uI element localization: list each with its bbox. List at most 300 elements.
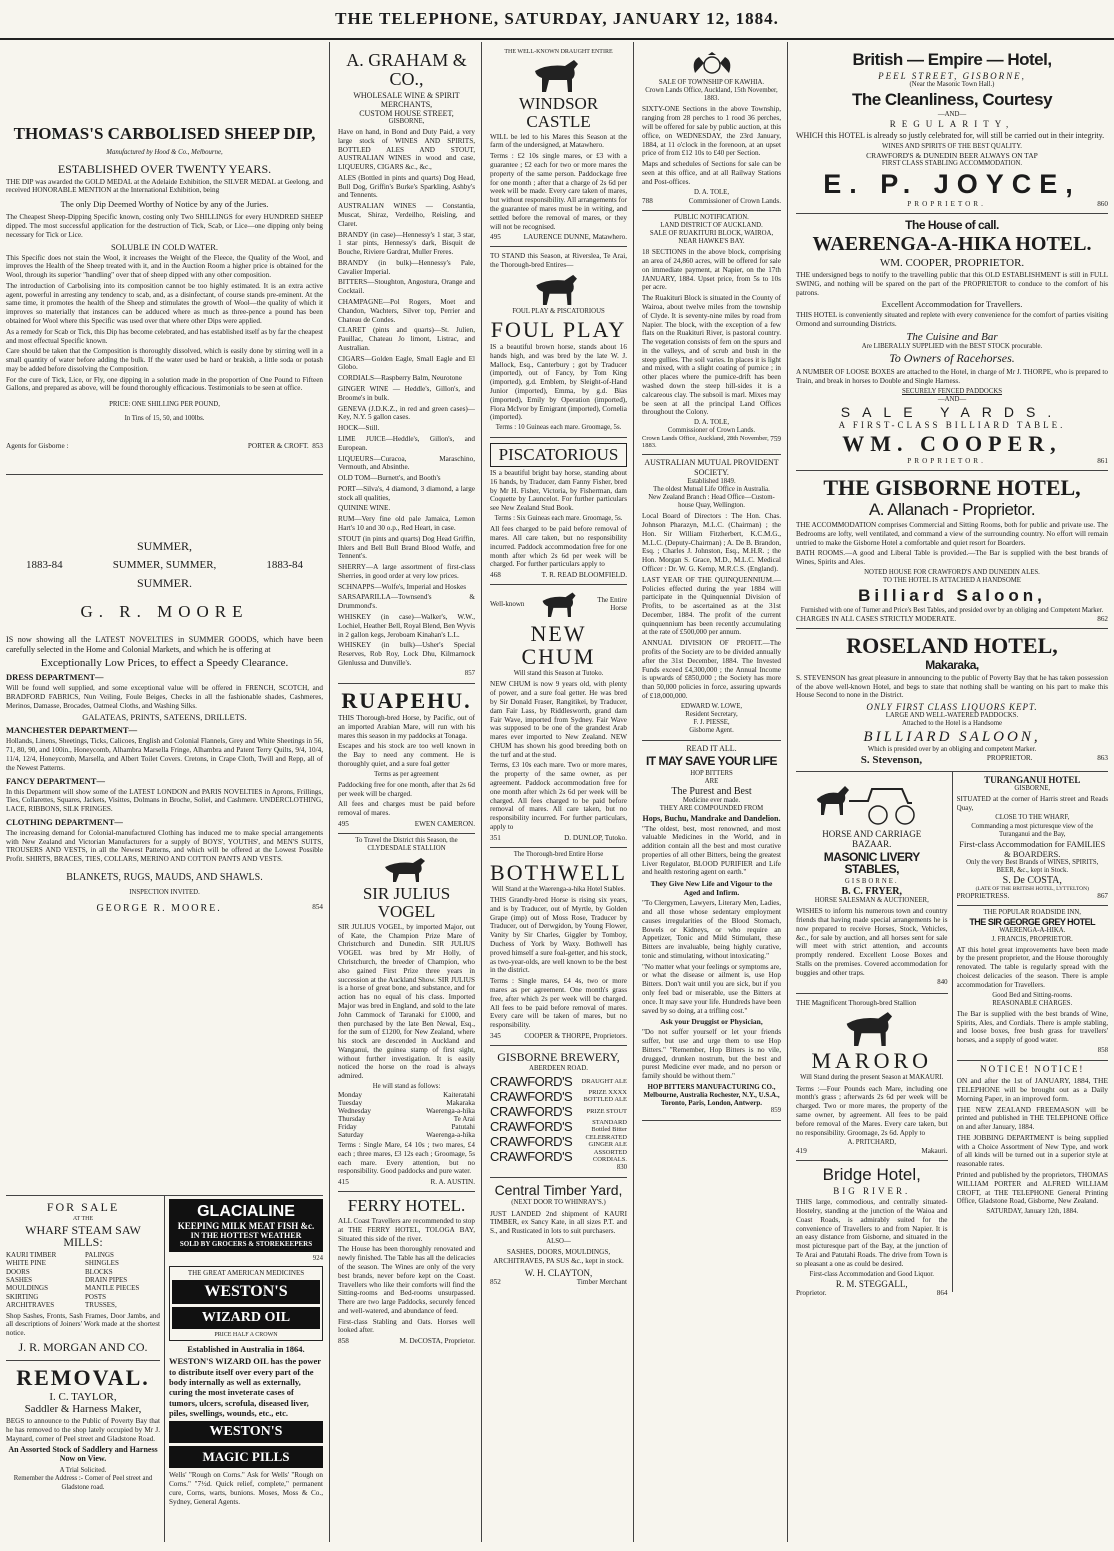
ad-text: LAST YEAR OF THE QUINQUENNIUM.—Policies effected during the year 1884 will participate in the Quinquennial Division of Profits, to be ascertained as at the 31st December, 1884. The profit of the current quinquennium has been recently accumulating at the rate of £500,000 per annum. (642, 575, 781, 637)
dept-heading: FANCY DEPARTMENT— (6, 775, 105, 786)
ad-terms: Terms : 10 Guineas each mare. Groomage, 5s. (495, 424, 622, 432)
taylor-trade: Saddler & Harness Maker, (24, 1402, 142, 1415)
ad-number: 788 (642, 196, 653, 205)
ad-owner: R. A. AUSTIN. (430, 1178, 475, 1187)
ad-text: For the cure of Tick, Lice, or Fly, one dipping in a solution made in the proportion of One Pound to Fifteen Gallons, and prepared as above, will be found thoroughly efficacious. Testimonials to be seen at office. (6, 375, 323, 393)
ad-text: SIXTY-ONE Sections in the above Township, ranging from 28 perches to 1 rood 36 perches, will be offered for sale by public auction, at this office, on WEDNESDAY, the 23rd January, 1884, at 11 o'clock in the forenoon, at an upset price of from £12 10s to £40 per Section. (642, 105, 781, 158)
ad-text: BATH ROOMS.—A good and Liberal Table is provided.—The Bar is supplied with the best brands of Wines, Spirits and Ales. (796, 549, 1108, 567)
ad-also: ALSO— (546, 1237, 571, 1245)
ad-owner: EWEN CAMERON. (414, 819, 475, 828)
brewery-brand: CRAWFORD'S (490, 1073, 573, 1089)
ad-role: PROPRIETRESS. (956, 892, 1010, 901)
ad-title: AUSTRALIAN MUTUAL PROVIDENT SOCIETY. (644, 458, 779, 478)
ad-role: Timber Merchant (576, 1277, 627, 1286)
ruakituri-notice (642, 211, 781, 456)
ad-supplied: Are LIBERALLY SUPPLIED with the BEST STOCK procurable. (861, 342, 1043, 350)
ad-number: 858 (1097, 1047, 1108, 1054)
graham-item: CIGARS—Golden Eagle, Small Eagle and El Globo. (338, 354, 475, 372)
taylor-stock: An Assorted Stock of Saddlery and Harness Now on View. (8, 1445, 158, 1464)
ad-title: RUAPEHU. (341, 687, 472, 713)
ad-text: The Bar is supplied with the best brands of Wine, Spirits, Ales, and Cordials. There is ample stabling, and loose boxes, free bush grass for travellers' horses, and a supply of good water. (956, 1009, 1108, 1045)
taylor-ad (6, 1361, 160, 1497)
sawmill-list (6, 1251, 81, 1310)
ad-owner: S. Stevenson, (860, 753, 923, 766)
brewery-brand: CRAWFORD'S (490, 1148, 573, 1164)
ad-text: Local Board of Directors : The Hon. Chas. Johnson Pharazyn, M.L.C. (Chairman) ; the Hon. Sir William Fitzherbert, K.C.M.G., M.L.C. (Deputy-Chairman) ; A. De B. Brandon, Esq. ; Charles J. Johnston, Esq., M.H.R. ; the Hon. Morgan S. Grace, M.D., M.L.C. Medical Officer : Dr. W. G. Kemp, M.R.C.S. (England). (642, 512, 781, 573)
schedule-place: Makaraka (446, 1099, 475, 1108)
ad-town: GISBORNE. (844, 877, 899, 885)
ad-text: WHICH this HOTEL is already so justly celebrated for, will still be carried out in their integrity. (796, 131, 1105, 140)
ad-number: 351 (490, 833, 501, 842)
hop-bitters-ad (642, 741, 781, 1121)
graham-item: SARSAPARILLA—Townsend's & Drummond's. (338, 593, 475, 611)
ad-attached: TO THE HOTEL IS ATTACHED A HANDSOME (883, 577, 1021, 585)
livery-stables-ad (796, 772, 948, 994)
ad-agents: Agents for Gisborne : (6, 441, 69, 450)
ad-purest: The Purest and Best (671, 786, 752, 798)
ad-text: The House has been thoroughly renovated and newly finished. The Table has all the delicacies of the season. The Wines are only of the very best brands, never before kept on the Coast. Travellers who like their comforts will find the Sitting-rooms and Bed-rooms unsurpassed. There are two large Paddocks, securely fenced and well-watered, and abundance of feed. (338, 1245, 475, 1315)
brewery-row (490, 1089, 627, 1104)
graham-item: ALES (Bottled in pints and quarts) Dog Head, Bull Dog, Griffin's Burke's Sparkling, Ashby's and Tennents. (338, 173, 475, 200)
dept-text: Hollands, Linens, Sheetings, Ticks, Calicoes, English and Colonial Flannels, Grey and White Sheetings in 56, 71, 80, 90, and 100in., Honeycomb, Alhambra Marsella Fringe, Alhambra and Patent Terry Quilts, 9/4, 10/4, 11/4, 12/4, Honeycomb, Marsella, and Albert Toilet Covers. Cretons, in Crape Cloth, Twill and Repp, all of the Newest Patterns. (6, 737, 323, 772)
ad-reason: REASONABLE CHARGES. (992, 999, 1073, 1007)
graham-item: QUININE WINE. (338, 504, 391, 513)
sawmill-item: DOORS (6, 1267, 30, 1276)
ad-text: IS a beautiful brown horse, stands about 16 hands high, and was bred by the late W. J. Mallock, Esq., Canterbury ; got by Traducer (imported), out of Fancy, by Tom King (imported), g.d. Emblem, by Sleight-of-Hand Junior (imported), Emma, by g.d. Bias (imported), Emily by Operation (imported), Flora McIvor by Emigrant (imported), Cornelia (imported). (490, 343, 627, 422)
ad-text: WILL be led to his Mares this Season at the farm of the undersigned, at Matawhero. (490, 132, 627, 150)
waerenga-hotel-ad (796, 214, 1108, 471)
ad-heading: LAND DISTRICT OF AUCKLAND. (660, 221, 763, 229)
ad-role: Proprietor. (796, 1288, 827, 1297)
schedule-row (338, 1131, 475, 1139)
ad-med: Medicine ever made. (682, 797, 741, 805)
ad-street: PEEL STREET, GISBORNE, (878, 70, 1026, 81)
graham-item: OLD TOM—Burnett's, and Booth's (338, 474, 441, 483)
ad-and: —AND— (937, 395, 967, 403)
sawmill-ad (6, 1196, 160, 1361)
horse-icon (529, 272, 589, 306)
brewery-row (490, 1119, 627, 1134)
ad-h2: BAZAAR. (852, 838, 892, 849)
brewery-row (490, 1149, 627, 1164)
schedule-row (338, 1091, 475, 1099)
ad-sub: (NEXT DOOR TO WHINRAY'S.) (511, 1199, 606, 1207)
ad-charges: CHARGES IN ALL CASES STRICTLY MODERATE. (796, 615, 957, 624)
ad-pre: THE WELL-KNOWN DRAUGHT ENTIRE (504, 49, 613, 55)
ad-text: THE ACCOMMODATION comprises Commercial and Sitting Rooms, both for public and private use. The Bedrooms are lofty, well ventilated, and command a view of the surrounding country. No effort will remain untried to make the Gisborne Hotel a comfortable and quiet resort for Boarders. (796, 520, 1108, 547)
ad-late: (LATE OF THE BRITISH HOTEL, LYTTELTON) (975, 886, 1089, 893)
ad-price: PRICE: ONE SHILLING PER POUND, (109, 401, 220, 409)
ad-title: Central Timber Yard, (494, 1181, 623, 1198)
ad-text: "Do not suffer yourself or let your friends suffer, but use and urge them to use Hop Bitters." "Remember, Hop Bitters is no vile, drugged, drunken nostrum, but the best and purest Medicine ever made, and no person or family should be without them." (642, 1028, 781, 1081)
ad-text: THE DIP was awarded the GOLD MEDAL at the Adelaide Exhibition, the SILVER MEDAL at Geelong, and received HONORABLE MENTION at the International Exhibition, being (6, 177, 323, 195)
graham-item: CORDIALS—Raspberry Balm, Neurotone (338, 374, 462, 383)
ad-role: Resident Secretary, (685, 710, 738, 718)
graham-sub: WHOLESALE WINE & SPIRIT (353, 90, 460, 100)
brewery-row (490, 1074, 627, 1089)
ruapehu-ad (338, 684, 475, 834)
ad-owner: D. A. TOLE, (693, 188, 730, 196)
ad-title: SALE OF TOWNSHIP OF KAWHIA. (658, 79, 765, 86)
pills-name: WESTON'S (169, 1421, 323, 1443)
ad-role: HORSE SALESMAN & AUCTIONEER, (814, 897, 929, 905)
ad-stable: FIRST CLASS STABLING ACCOMMODATION. (881, 159, 1023, 167)
ad-maker: Manufactured by Hood & Co., Melbourne, (106, 148, 223, 156)
ad-text: This Specific does not stain the Wool, it increases the Weight of the Fleece, the Quality of the Wool, and improves the Health of the Sheep treated with it, and in the Auction Room a higher price is obtained for the Wool, through its superior "handling" over that of sheep dipped with any other composition. (6, 253, 323, 280)
ad-number: 854 (312, 903, 323, 912)
ad-agent-name: PORTER & CROFT. (247, 441, 309, 450)
ad-text: Care should be taken that the Composition is thoroughly dissolved, which is easily done by stirring well in a small quantity of water before adding the bulk. If the water used be hard or brakish, a little soda or potash may be added before dissolving the Composition. (6, 347, 323, 373)
summer-line: 1883-84 (266, 558, 303, 571)
gisborne-hotel-ad (796, 471, 1108, 629)
ad-number: 863 (1097, 753, 1108, 762)
graham-item: HOCK—Still. (338, 424, 380, 433)
ad-owner: D. A. TOLE, (693, 419, 730, 427)
ad-noted: NOTED HOUSE FOR CRAWFORD'S AND DUNEDIN ALES. (864, 568, 1040, 576)
ad-will: Will stand this Season at Tutoko. (513, 670, 604, 678)
schedule-row (338, 1107, 475, 1115)
ad-co: HOP BITTERS MANUFACTURING CO., Melbourne, Australia Rochester, N.Y., U.S.A., Toronto, Paris, London, Antwerp. (643, 1083, 780, 1108)
sawmill-item: KAURI TIMBER (6, 1250, 57, 1259)
brewery-row (490, 1104, 627, 1119)
maroro-ad (796, 994, 948, 1162)
dept-heading: CLOTHING DEPARTMENT— (6, 816, 123, 827)
brewery-brand: CRAWFORD'S (490, 1088, 573, 1104)
schedule-table (338, 1091, 475, 1139)
brewery-product: PRIZE STOUT (586, 1107, 627, 1115)
ad-will: Will Stand at the Waerenga-a-hika Hotel Stables. (491, 885, 626, 893)
ad-title: REMOVAL. (16, 1364, 150, 1390)
brewery-product: PRIZE XXXX BOTTLED ALE (583, 1089, 627, 1104)
ad-title: FOR SALE (46, 1200, 120, 1214)
ad-will: Will Stand during the present Season at MAKAURI. (800, 1074, 944, 1082)
brewery-product: STANDARD Bottled Bitter (591, 1119, 627, 1134)
ad-pre: THE POPULAR ROADSIDE INN, (983, 909, 1081, 917)
ad-town: GISBORNE, (1014, 784, 1051, 792)
ad-title: FOUL PLAY (490, 317, 627, 342)
schedule-day: Monday (338, 1091, 362, 1100)
ad-owner: M. DeCOSTA, Proprietor. (399, 1337, 475, 1346)
ad-liq: ONLY FIRST CLASS LIQUORS KEPT. (866, 702, 1038, 713)
ad-yards: SALE YARDS. (840, 403, 1064, 420)
horse-icon (538, 588, 584, 620)
ad-oldest: The oldest Mutual Life Office in Australia. (653, 485, 770, 493)
ad-office: Crown Lands Office, Auckland, 15th November, 1883. (645, 87, 778, 103)
corns-text: Wells' "Rough on Corns." Ask for Wells' "Rough on Corns." "7½d. Quick relief, complete," permanent cure, Corns, warts, bunions. Moses, Moss & Co., Sydney, General Agents. (169, 1471, 323, 1506)
amp-society-ad (642, 455, 781, 741)
ad-established: ESTABLISHED OVER TWENTY YEARS. (57, 162, 272, 176)
wizard-established: Established in Australia in 1864. (187, 1344, 305, 1355)
sawmill-note: Shop Sashes, Fronts, Sash Frames, Door Jambs, and all descriptions of Joiners' Work made at the shortest notice. (6, 1311, 160, 1338)
ad-owner: S. De COSTA, (1002, 875, 1062, 887)
ad-text: First-class Stabling and Oats. Horses well looked after. (338, 1317, 475, 1335)
moore-sign: GEORGE R. MOORE. (96, 903, 222, 915)
sawmill-item: SKIRTING (6, 1292, 39, 1301)
ad-subheading: SOLUBLE IN COLD WATER. (110, 241, 219, 252)
ad-text: THIS large, commodious, and centrally situated-Hostelry, standing at the junction of the Waioa and Coast Roads, is admirably suited for the convenience of Travellers to and from Napier. It is an easy distance from Gisborne, and situated in the most picturesque part of the Bay, at the junction of Te Arai and Patutahi Roads. The drive from Town is so pleasant a one as could be desired. (796, 1198, 948, 1268)
horse-icon (379, 855, 435, 883)
graham-item: BRANDY (in bulk)—Hennessy's Pale, Cavalier Imperial. (338, 258, 475, 276)
column-2 (332, 42, 482, 1542)
ad-terms: Terms : Single Mare, £4 10s ; two mares, £4 each ; three mares, £3 12s each ; Groomage, 5s each mare. Every attention, but no responsibility. Good paddocks and pure water. (338, 1141, 475, 1176)
ad-sub: ABERDEEN ROAD. (529, 1065, 588, 1073)
ad-number: 840 (937, 979, 948, 987)
ad-top: The Entire (597, 596, 627, 605)
royal-arms-icon (677, 51, 747, 77)
schedule-place: Te Arai (453, 1115, 475, 1124)
ad-place: Makauri. (921, 1147, 948, 1156)
ad-text: THIS Thorough-bred Horse, by Pacific, out of an imported Arabian Mare, will run with his mares this season in my paddocks at Tonaga. (338, 713, 475, 740)
ad-number: 864 (936, 1288, 948, 1297)
ad-text: Maps and schedules of Sections for sale can be seen at this office, and at all Railway Stations and Post-offices. (642, 160, 781, 186)
ad-number: 852 (490, 1277, 501, 1286)
ad-number: 853 (312, 441, 323, 450)
ad-number: 858 (338, 1337, 349, 1346)
ad-title: NEW CHUM (521, 621, 596, 670)
ad-title: TURANGANUI HOTEL (984, 774, 1081, 785)
ad-text: S. STEVENSON has great pleasure in announcing to the public of Poverty Bay that he has taken possession of the above well-known Hotel, and begs to state that nothing shall be wanting on his part to make this House Second to none in the District. (796, 673, 1108, 700)
brewery-brand: CRAWFORD'S (490, 1133, 573, 1149)
ad-give: They Give New Life and Vigour to the Aged and Infirm. (650, 879, 773, 898)
schedule-place: Patutahi (451, 1123, 475, 1132)
graham-sub: MERCHANTS, (380, 99, 433, 109)
ad-text: "No matter what your feelings or symptoms are, or what the disease or ailment is, use Hop Bitters. Don't wait until you are sick, but if you only feel bad or miserable, use the Bitters at once. It may save your life. Hundreds have been saved by so doing, at a trifling cost." (642, 962, 781, 1015)
ad-text: THIS HOTEL is conveniently situated and replete with every convenience for the comfort of parties visiting Ormond and surrounding Districts. (796, 311, 1108, 329)
ad-pad: LARGE AND WELL-WATERED PADDOCKS. (885, 712, 1019, 720)
graham-intro: Have on hand, in Bond and Duty Paid, a very large stock of WINES AND SPIRITS, BOTTLED ALES AND STOUT, AUSTRALIAN WINES in wood and case, LIQUEURS, CIGARS &c., &c., (338, 127, 475, 172)
ad-reg: REGULARITY, (889, 119, 1015, 129)
ad-role: Commissioner of Crown Lands. (667, 427, 756, 435)
ad-cuisine: The Cuisine and Bar (906, 330, 998, 343)
ad-number: 867 (1097, 892, 1108, 901)
ad-text: Paddocking free for one month, after that 2s 6d per week will be charged. (338, 780, 475, 798)
ad-role: PROPRIETOR. (907, 200, 986, 209)
ad-est: Established 1849. (687, 477, 736, 485)
ad-number: 862 (1097, 615, 1108, 624)
ad-number: 860 (1097, 200, 1108, 209)
taylor-name: I. C. TAYLOR, (49, 1390, 117, 1403)
telephone-notice (957, 1061, 1109, 1221)
grey-hotel-ad (957, 906, 1109, 1061)
schedule-place: Waerenga-a-hika (426, 1107, 475, 1116)
ad-and: —AND— (937, 110, 967, 118)
ad-text: 18 SECTIONS in the above block, comprising an area of 24,860 acres, will be offered for sale on immediate payment, at Napier, on the 17th JANUARY, 1884. Upset price, from 5s to 10s per acre. (642, 248, 781, 292)
turanganui-hotel-ad (957, 772, 1109, 907)
graham-ad (338, 46, 475, 684)
brewery-list (490, 1074, 627, 1164)
ad-title: British — Empire — Hotel, (852, 50, 1052, 69)
ad-text: THE JOBBING DEPARTMENT is being supplied with a Choice Assortment of New Type, and work of all kinds will be turned out in a superior style at reasonable rates. (956, 1133, 1108, 1169)
ad-sub: BIG RIVER. (833, 1186, 911, 1197)
ad-title: SIR JULIUS VOGEL (362, 884, 451, 922)
moore-blankets: BLANKETS, RUGS, MAUDS, AND SHAWLS. (66, 871, 263, 883)
dept-text: In this Department will show some of the LATEST LONDON and PARIS NOVELTIES in Aprons, Frillings, Ties, Collarettes, Squares, Jackets, Visittes, Dolmans in Broche, Soliel, and Cashmere. UNDERCLOTHING, LACE, RIBBONS, SILK FRINGES. (6, 787, 323, 814)
ad-tins: In Tins of 15, 50, and 100lbs. (124, 415, 205, 423)
ad-title: WAERENGA-A-HIKA HOTEL. (812, 233, 1092, 255)
ad-terms: Terms, £3 10s each mare. Two or more mares, the property of the same owner, as per agreement. Paddock accommodation free for one month after which 2s 6d per week will be charged. All fees charged to be paid before removal of mares. All care taken, but no responsibility incurred. For further particulars, apply to (490, 761, 627, 831)
graham-item: CLARET (pints and quarts)—St. Julien, Pauillac, Chateau Jo limont, Listrac, and Australian. (338, 326, 475, 352)
ad-number: 857 (464, 669, 475, 677)
ad-fenced: SECURELY FENCED PADDOCKS (901, 387, 1003, 395)
ad-owner: LAURENCE DUNNE, Matawhero. (523, 233, 627, 242)
brewery-product: CELEBRATED GINGER ALE (585, 1134, 627, 1149)
roseland-hotel-ad (796, 629, 1108, 772)
ad-text: THE undersigned begs to notify to the travelling public that this OLD ESTABLISHMENT is still in FULL SWING, and nothing will be spared on the part of the PROPRIETOR to conduce to the comfort of his patrons. (796, 271, 1108, 297)
graham-name: A. GRAHAM & CO., (346, 50, 467, 89)
new-chum-ad (490, 585, 627, 848)
ad-number: 859 (770, 1107, 781, 1115)
kawhia-sale-ad (642, 46, 781, 211)
ad-only: Only the very Best Brands of WINES, SPIRITS, BEER, &c., kept in Stock. (966, 858, 1099, 875)
ad-text: JUST LANDED 2nd shipment of KAURI TIMBER, ex Sancy Kate, in all sizes P.T. and S., and Rusticated in lots to suit purchasers. (490, 1209, 627, 1236)
sawmill-item: TRUSSES, (85, 1301, 117, 1310)
ad-race: To Owners of Racehorses. (889, 351, 1015, 366)
pills-name: MAGIC PILLS (169, 1446, 323, 1468)
ad-owner: J. FRANCIS, PROPRIETOR. (991, 935, 1073, 943)
ad-role: PROPRIETOR. (986, 753, 1033, 762)
moore-prices: Exceptionally Low Prices, to effect a Speedy Clearance. (40, 657, 289, 670)
bridge-hotel-ad (796, 1161, 948, 1301)
graham-item: WHISKEY (in case)—Walker's, W.W., Lochiel, Heather Bell, Royal Blend, Ben Wyvis in 2 gallon kegs, Jeroboam Kinahan's L.L. (338, 613, 475, 639)
wizard-oil-ad (169, 1266, 323, 1341)
ad-owner: R. M. STEGGALL, (835, 1278, 908, 1289)
schedule-day: Thursday (338, 1115, 366, 1124)
graham-item: STOUT (in pints and quarts) Dog Head Griffin, Ihlers and Bell Bull Brand Blood Wolfe, and Tennent's. (338, 534, 475, 561)
ad-text: ALL Coast Travellers are recommended to stop at THE FERRY HOTEL, TOLOGA BAY, Situated this side of the river. (338, 1217, 475, 1243)
dept-text: Will be found well supplied, and some exceptional value will be offered in FRENCH, SCOTCH, and BRADFORD FABRICS, Nun Veiling, Foule Beiges, Checks in all the fashionable shades, Cashmeres, Merinos, Damasse, Brocades, Oatmeal Cloths, and Washing Silks. (6, 684, 323, 710)
graham-item: WHISKEY (in bulk)—Usher's Special Reserves, Rob Roy, Lock Dhu, Kilmarnock Glenlussa and Dunville's. (338, 641, 475, 667)
glacialine-tag: KEEPING MILK MEAT FISH &c. (177, 1221, 315, 1231)
ad-horse: Horse (610, 604, 627, 613)
ad-place: WAERENGA-A-HIKA. (999, 927, 1066, 935)
graham-item: PORT—Silva's, 4 diamond, 3 diamond, a large stock all qualities, (338, 484, 475, 502)
ad-role: Commissioner of Crown Lands. (688, 196, 781, 205)
ad-clean: The Cleanliness, Courtesy (851, 90, 1053, 109)
timber-yard-ad (490, 1178, 627, 1291)
ad-are: ARE (704, 778, 719, 786)
brewery-ad (490, 1046, 627, 1178)
graham-item: AUSTRALIAN WINES — Constantia, Muscat, Shiraz, Verdeilho, Reisling, and Claret. (338, 202, 475, 228)
ad-agent-role: Gisborne Agent. (689, 727, 734, 735)
ad-terms: Terms :—Four Pounds each Mare, including one month's grass ; afterwards 2s 6d per week will be charged. Two or more mares, the property of the same owner, by agreement. All fees to be paid before removal of the Mares. Every care taken, but no responsibility. Groomage, 2s 6d. Apply to (796, 1084, 948, 1137)
ad-text: THE NEW ZEALAND FREEMASON will be printed and published in THE TELEPHONE Office on and after January, 1884. (956, 1105, 1108, 1132)
ad-ask: Ask your Druggist or Physician, (660, 1017, 763, 1027)
ad-title: THE GISBORNE HOTEL, (823, 475, 1081, 501)
sawmill-item: SASHES (6, 1275, 33, 1284)
ad-title: BOTHWELL (490, 859, 627, 885)
sawmill-item: BLOCKS (85, 1267, 113, 1276)
ad-wk: Well-known (490, 600, 525, 609)
ad-read: READ IT ALL. (686, 744, 737, 754)
moore-inspection: INSPECTION INVITED. (129, 888, 200, 896)
sawmill-item: SHINGLES (85, 1259, 119, 1268)
ad-pre: To Travel the District this Season, the CLYDESDALE STALLION (355, 836, 458, 853)
graham-town: GISBORNE, (388, 117, 425, 125)
wizard-name: WESTON'S (172, 1280, 320, 1304)
ad-title: THE SIR GEORGE GREY HOTEL (969, 917, 1096, 928)
brewery-brand: CRAWFORD'S (490, 1103, 573, 1119)
ad-text: ON and after the 1st of JANUARY, 1884, THE TELEPHONE will be brought out as a Daily Morning Paper, in an improved form. (956, 1076, 1108, 1104)
imprint-date: SATURDAY, January 12th, 1884. (986, 1208, 1079, 1216)
ad-owner: WM. COOPER, PROPRIETOR. (879, 257, 1025, 269)
ad-text: IS a beautiful bright bay horse, standing about 16 hands, by Traducer, dam Fanny Fisher, bred by Mr H. Fisher, Victoria, by Fisherman, dam Coquette by Launcelot. For further particulars see New Zealand Stud Book. (490, 469, 627, 513)
ad-text: The Cheapest Sheep-Dipping Specific known, costing only Two SHILLINGS for every HUNDRED SHEEP dipped. The most successful application for the destruction of Tick, Scab, or Lice—one dipping only being necessary for Tick or Lice. (6, 213, 323, 239)
ad-owner: A. PRITCHARD, (847, 1139, 897, 1147)
ad-good: Good Bed and Sitting-rooms. (992, 991, 1073, 999)
graham-item: GENEVA (J.D.K.Z., in red and green cases)—Key, N.Y. 5 gallon cases. (338, 404, 475, 422)
graham-item: BRANDY (in case)—Hennessy's 1 star, 3 star, 1 star pints, Hennessy's dark, Bisquit de Bouche, Riviere Gardrat, Muller Freres. (338, 230, 475, 257)
brewery-product: DRAUGHT ALE (581, 1077, 627, 1085)
ad-presided: Which is presided over by an obliging and competent Marker. (867, 745, 1037, 753)
graham-items (338, 174, 475, 668)
schedule-row (338, 1099, 475, 1107)
glacialine-sold: SOLD BY GROCERS & STOREKEEPERS (179, 1240, 313, 1248)
ad-branch: New Zealand Branch : Head Office—Custom-house Quay, Wellington. (648, 493, 775, 510)
summer-line: SUMMER. (136, 575, 192, 590)
schedule-place: Kaiteratahi (443, 1091, 475, 1100)
ad-agent: F. J. PIESSE, (693, 718, 730, 726)
ad-text: The Ruakituri Block is situated in the County of Wairoa, about twelve miles from the township of Clyde. It is seventy-nine miles by road from Napier. The block, with the exception of a few flats on the Ruakituri River, is pastoral country. The vegetation consists of fern on the spurs and in the valleys, and of scrub and bush in the steep gullies. The soil varies. In places it is light and mixed, with a slight coating of pumice ; in other places where the pumice-drift has been washed down the steep hill-sides it is a calcareous clay. The subsoil is marl. Mixes may be seen at all the principal Land Offices throughout the Colony. (642, 294, 781, 417)
ad-text: BEGS to announce to the Public of Poverty Bay that he has removed to the shop lately occupied by Mr J. Maynard, corner of Peel street and Gladstone Road. (6, 1416, 160, 1443)
sawmill-item: MANTLE PIECES (85, 1284, 140, 1293)
ad-text: "The oldest, best, most renowned, and most valuable Medicines in the World, and in addition contain all the best and most curative properties of all other Bitters, being the greatest Liver Regulator, BLOOD PURIFIER and Life and health restoring agent on earth." (642, 824, 781, 877)
ad-title: IT MAY SAVE YOUR LIFE (645, 754, 778, 769)
ad-near: (Near the Masonic Town Hall.) (909, 80, 995, 88)
foul-play-ad (490, 247, 627, 438)
graham-item: SHERRY—A large assortment of first-class Sherries, in good order at very low prices. (338, 563, 475, 580)
graham-item: SCHNAPPS—Wolfe's, Imperial and Hoskes (338, 582, 467, 591)
ad-owner: D. DUNLOP, Tutoko. (564, 833, 627, 842)
ad-office: Crown Lands Office, Auckland, 28th November, 1883. (642, 435, 769, 450)
ad-pre: THE Magnificent Thorough-bred Stallion (796, 998, 917, 1007)
ad-number: 495 (490, 233, 501, 242)
ad-sched-head: He will stand as follows: (372, 1082, 441, 1090)
wizard-name: WIZARD OIL (172, 1307, 320, 1329)
ad-pre: The House of call. (905, 218, 999, 233)
ad-title: THOMAS'S CARBOLISED SHEEP DIP, (13, 124, 316, 143)
ad-terms: Terms : Six Guineas each mare. Groomage, 5s. (494, 515, 623, 523)
ad-text: "To Clergymen, Lawyers, Literary Men, Ladies, and all those whose sedentary employment causes irregularities of the Blood Stomach, Bowels or Kidneys, or who require an Appetizer, Tonic and Mild Stimulant, these Bitters are invaluable, being highly curative, tonic and stimulating, without intoxicating." (642, 899, 781, 960)
taylor-address: Remember the Address :- Corner of Peel street and Gladstone road. (13, 1475, 153, 1491)
ad-terms: Terms as per agreement (374, 770, 439, 778)
ad-text: SASHES, DOORS, MOULDINGS, ARCHITRAVES, PA SUS &c., kept in stock. (493, 1248, 624, 1265)
brewery-row (490, 1134, 627, 1149)
ad-owner: W. H. CLAYTON, (524, 1267, 593, 1278)
ad-title: WINDSOR CASTLE (518, 94, 599, 131)
ad-heading: SALE OF RUAKITURI BLOCK, WAIROA, NEAR HAWKE'S BAY. (649, 229, 774, 246)
ad-title: Bridge Hotel, (822, 1165, 921, 1185)
summer-line: 1883-84 (26, 558, 63, 571)
wizard-top: THE GREAT AMERICAN MEDICINES (187, 1269, 305, 1278)
ad-text: AT this hotel great improvements have been made by the present proprietor, and the House thoroughly renovated. The table is regularly spread with the choicest delicacies of the season. There is ample accommodation for Travellers. (956, 945, 1108, 989)
moore-name: G. R. MOORE (80, 602, 249, 622)
dept-line: GALATEAS, PRINTS, SATEENS, DRILLETS. (82, 712, 247, 723)
ad-h1: HORSE AND CARRIAGE (822, 828, 922, 839)
ad-wines: WINES AND SPIRITS OF THE BEST QUALITY. (882, 142, 1022, 150)
graham-item: RUM—Very fine old pale Jamaica, Lemon Hart's 10 and 30 o.p., Red Heart, in case. (338, 515, 475, 532)
dept-heading: DRESS DEPARTMENT— (6, 672, 104, 683)
ad-comp: THEY ARE COMPOUNDED FROM (659, 805, 764, 813)
ad-terms: Terms : Single mares, £4 4s, two or more mares as per agreement. One month's grass free, after which 2s per week will be charged. All fees to be paid before removal of mares. Every care will be taken of mares, but no responsibility. (490, 977, 627, 1030)
sawmill-list (85, 1251, 160, 1310)
ad-text: ANNUAL DIVISION OF PROFIT.—The profits of the Society are to be divided annually after the 31st December, 1884. The Invested Funds exceed £4,300,000 ; the Annual Income is upwards of £850,000 ; the Society has more than 50,000 policies in force, assuring upwards of £18,000,000. (642, 639, 781, 700)
windsor-castle-ad (490, 46, 627, 247)
graham-item: LIQUEURS—Curacoa, Maraschino, Vermouth, and Absinthe. (338, 454, 475, 472)
schedule-row (338, 1115, 475, 1123)
ad-first: First-class Accommodation and Good Liquor. (809, 1270, 934, 1278)
column-5 (790, 42, 1114, 1542)
ad-text: All fees charged to be paid before removal of mares. All care taken, but no responsibility incurred. Paddock accommodation free for one month after which 2s 6d per week will be charged. For further particulars apply to (490, 525, 627, 569)
